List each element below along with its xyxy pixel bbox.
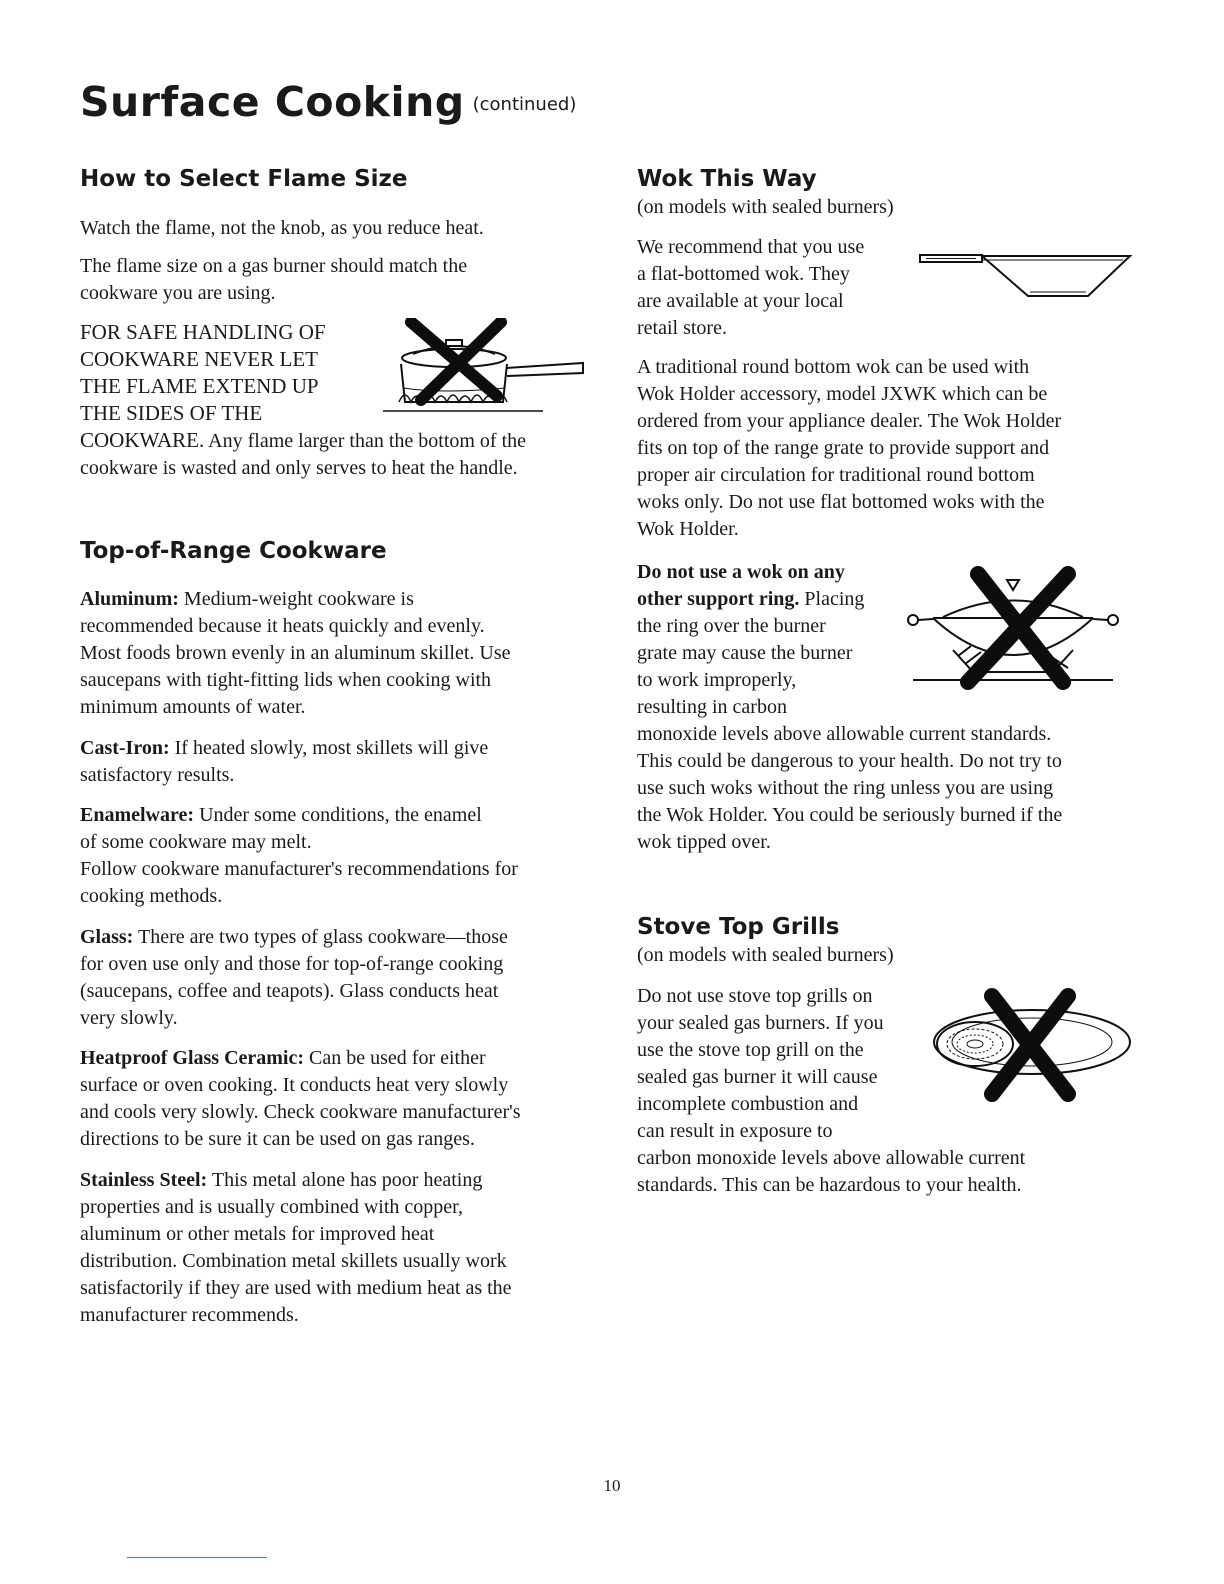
text-line: Do not use a wok on any	[637, 561, 845, 583]
footer-rule	[127, 1557, 267, 1558]
text-line: directions to be sure it can be used on gas ranges.	[80, 1128, 475, 1150]
text-span: Any flame larger than the bottom of the	[208, 430, 527, 452]
stove-top-grill-crossed-illustration	[920, 986, 1135, 1106]
text-line: saucepans with tight-fitting lids when cooking with	[80, 669, 492, 691]
text-span: Placing	[804, 588, 865, 610]
text-line: carbon monoxide levels above allowable current	[637, 1147, 1026, 1169]
wok-support-ring-crossed-illustration	[903, 562, 1123, 697]
text-line: distribution. Combination metal skillets usually work	[80, 1250, 507, 1272]
stainless-steel-label: Stainless Steel:	[80, 1169, 208, 1191]
text-line: use such woks without the ring unless you are using	[637, 777, 1054, 799]
glass-label: Glass:	[80, 926, 134, 948]
text-line: standards. This can be hazardous to your health.	[637, 1174, 1022, 1196]
prohibited-x-icon	[411, 322, 501, 400]
aluminum-label: Aluminum:	[80, 588, 179, 610]
grills-heading: Stove Top Grills	[637, 914, 840, 940]
text-line: A traditional round bottom wok can be used with	[637, 356, 1030, 378]
text-line: (saucepans, coffee and teapots). Glass conducts heat	[80, 980, 499, 1002]
text-line: Most foods brown evenly in an aluminum skillet. Use	[80, 642, 511, 664]
text-line: are available at your local	[637, 290, 844, 312]
text-line: woks only. Do not use flat bottomed woks with the	[637, 491, 1045, 513]
grills-subtitle: (on models with sealed burners)	[637, 944, 894, 966]
text-line: sealed gas burner it will cause	[637, 1066, 878, 1088]
text-line: satisfactory results.	[80, 764, 235, 786]
stainless-steel-paragraph	[80, 1167, 600, 1329]
text-line: for oven use only and those for top-of-range cooking	[80, 953, 504, 975]
text-line: cookware you are using.	[80, 282, 276, 304]
page-number: 10	[603, 1476, 621, 1495]
text-line: proper air circulation for traditional round bottom	[637, 464, 1035, 486]
text-line: a flat-bottomed wok. They	[637, 263, 850, 285]
text-line: COOKWARE NEVER LET	[80, 347, 318, 371]
text-line: incomplete combustion and	[637, 1093, 859, 1115]
enamelware-paragraph	[80, 802, 600, 910]
wok-heading: Wok This Way	[637, 166, 817, 192]
page-title-suffix: (continued)	[472, 94, 577, 115]
text-line: THE SIDES OF THE	[80, 401, 263, 425]
text-line: FOR SAFE HANDLING OF	[80, 320, 326, 344]
text-span: If heated slowly, most skillets will give	[174, 737, 489, 759]
wok-icon	[920, 255, 1130, 296]
text-span: This metal alone has poor heating	[211, 1169, 483, 1191]
glass-ceramic-label: Heatproof Glass Ceramic:	[80, 1047, 305, 1069]
glass-paragraph	[80, 924, 600, 1032]
text-line: fits on top of the range grate to provide support and	[637, 437, 1050, 459]
text-line: cooking methods.	[80, 885, 223, 907]
text-line: minimum amounts of water.	[80, 696, 306, 718]
text-line: This could be dangerous to your health. Do not try to	[637, 750, 1062, 772]
text-line: Watch the flame, not the knob, as you reduce heat.	[80, 217, 484, 239]
wok-paragraph-2	[637, 354, 1157, 543]
flame-heading: How to Select Flame Size	[80, 166, 408, 192]
text-line: of some cookware may melt.	[80, 831, 312, 853]
text-line: grate may cause the burner	[637, 642, 853, 664]
text-line: satisfactorily if they are used with medium heat as the	[80, 1277, 512, 1299]
page-title	[80, 78, 576, 126]
text-line: manufacturer recommends.	[80, 1304, 299, 1326]
text-line: can result in exposure to	[637, 1120, 833, 1142]
text-line: very slowly.	[80, 1007, 178, 1029]
text-span: Can be used for either	[309, 1047, 486, 1069]
text-span: other support ring.	[637, 588, 800, 610]
text-span: Under some conditions, the enamel	[199, 804, 482, 826]
glass-ceramic-paragraph	[80, 1045, 600, 1153]
page-title-main: Surface Cooking	[80, 78, 465, 126]
flame-paragraph-1	[80, 215, 600, 242]
aluminum-paragraph	[80, 586, 600, 721]
flat-bottomed-wok-illustration	[918, 250, 1133, 300]
text-line: Wok Holder accessory, model JXWK which can be	[637, 383, 1048, 405]
text-line: wok tipped over.	[637, 831, 771, 853]
text-line: cookware is wasted and only serves to heat the handle.	[80, 457, 518, 479]
text-line: surface or oven cooking. It conducts heat very slowly	[80, 1074, 509, 1096]
text-line: the Wok Holder. You could be seriously burned if the	[637, 804, 1063, 826]
text-line: recommended because it heats quickly and evenly.	[80, 615, 485, 637]
text-line: properties and is usually combined with copper,	[80, 1196, 463, 1218]
text-line: We recommend that you use	[637, 236, 865, 258]
text-line: THE FLAME EXTEND UP	[80, 374, 319, 398]
flame-paragraph-2	[80, 253, 600, 307]
cast-iron-paragraph	[80, 735, 600, 789]
prohibited-x-icon	[968, 574, 1068, 682]
text-line: The flame size on a gas burner should match the	[80, 255, 468, 277]
cookware-heading: Top-of-Range Cookware	[80, 538, 387, 564]
text-line: the ring over the burner	[637, 615, 826, 637]
text-line: use the stove top grill on the	[637, 1039, 864, 1061]
wok-paragraph-1	[637, 234, 937, 342]
saucepan-crossed-illustration	[383, 318, 593, 414]
text-span: Medium-weight cookware is	[183, 588, 414, 610]
cast-iron-label: Cast-Iron:	[80, 737, 170, 759]
text-line: Do not use stove top grills on	[637, 985, 873, 1007]
text-line: monoxide levels above allowable current standards.	[637, 723, 1052, 745]
text-line: retail store.	[637, 317, 727, 339]
text-span: COOKWARE.	[80, 428, 205, 452]
text-span: There are two types of glass cookware—those	[137, 926, 508, 948]
text-line: Wok Holder.	[637, 518, 739, 540]
text-line: resulting in carbon	[637, 696, 787, 718]
text-line: your sealed gas burners. If you	[637, 1012, 884, 1034]
text-line: Follow cookware manufacturer's recommendations for	[80, 858, 518, 880]
text-line: to work improperly,	[637, 669, 797, 691]
wok-subtitle: (on models with sealed burners)	[637, 196, 894, 218]
text-line: ordered from your appliance dealer. The Wok Holder	[637, 410, 1062, 432]
enamelware-label: Enamelware:	[80, 804, 195, 826]
text-line: aluminum or other metals for improved heat	[80, 1223, 435, 1245]
text-line: and cools very slowly. Check cookware manufacturer's	[80, 1101, 521, 1123]
